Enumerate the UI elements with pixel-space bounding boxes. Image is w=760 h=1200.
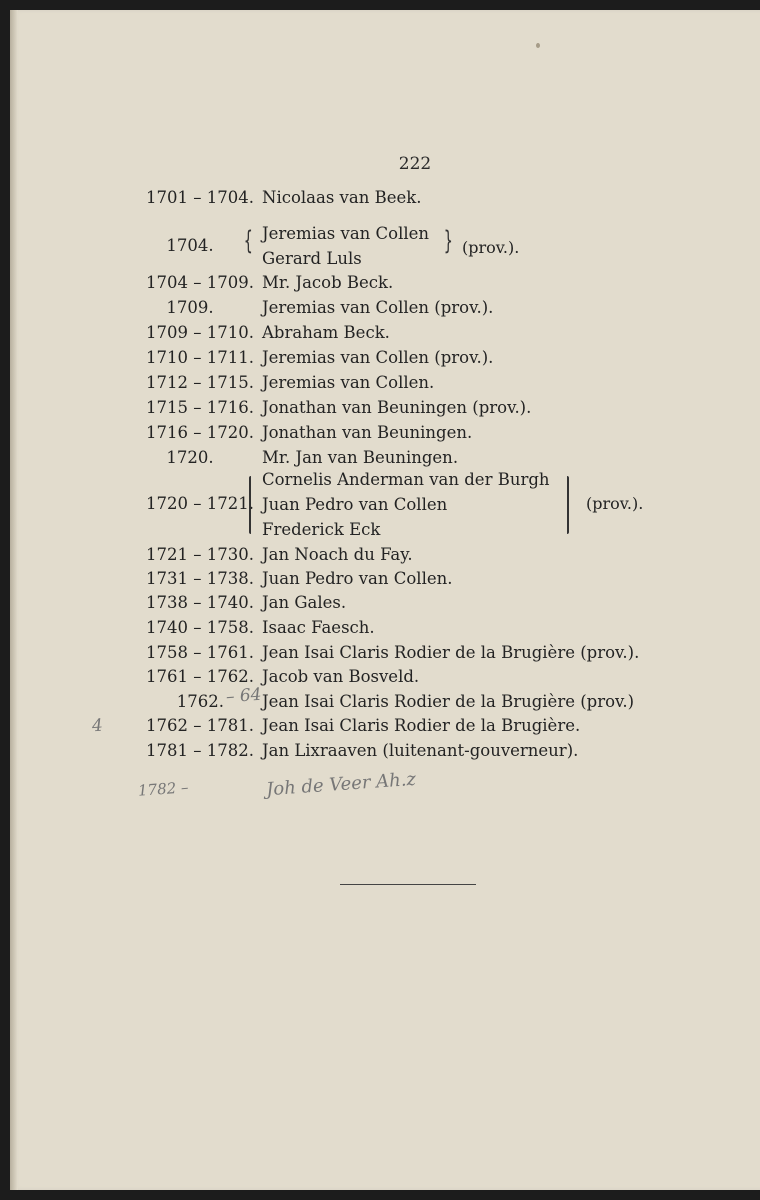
list-item-name: Jacob van Bosveld.: [262, 667, 420, 686]
list-item-name: Jeremias van Collen: [262, 224, 430, 243]
list-item-years: 1740 – 1758.: [146, 618, 254, 637]
list-item-years: 1709.: [166, 298, 214, 317]
list-item-years: 1704 – 1709.: [146, 273, 254, 292]
handwritten-annotation: 1782 –: [137, 778, 190, 800]
list-item-years: 1761 – 1762.: [146, 667, 254, 686]
list-item-years: 1709 – 1710.: [146, 323, 254, 342]
list-item-name: Mr. Jacob Beck.: [262, 273, 394, 292]
page-number: 222: [398, 154, 432, 174]
list-item-name: Cornelis Anderman van der Burgh: [262, 470, 550, 489]
list-item-name: Jonathan van Beuningen.: [262, 423, 473, 442]
list-item-years: 1731 – 1738.: [146, 569, 254, 588]
list-item-name: Jonathan van Beuningen (prov.).: [262, 398, 532, 417]
list-item-name: Frederick Eck: [262, 520, 381, 539]
list-item-years: 1704.: [166, 236, 214, 255]
handwritten-annotation: Joh de Veer Ah.z: [265, 768, 417, 801]
list-item-years: 1721 – 1730.: [146, 545, 254, 564]
right-brace-icon: [565, 476, 569, 534]
list-item-name: Jan Gales.: [262, 593, 347, 612]
list-item-name: Nicolaas van Beek.: [262, 188, 422, 207]
list-item-years: 1716 – 1720.: [146, 423, 254, 442]
left-brace-icon: [249, 476, 253, 534]
list-item-name: Jean Isai Claris Rodier de la Brugière.: [262, 716, 581, 735]
document-page: [10, 10, 760, 1190]
list-item-years: 1701 – 1704.: [146, 188, 254, 207]
list-item-name: Jan Noach du Fay.: [262, 545, 413, 564]
list-item-name: Jeremias van Collen (prov.).: [262, 298, 494, 317]
list-item-name: Jan Lixraaven (luitenant-gouverneur).: [262, 741, 579, 760]
handwritten-annotation: – 64: [225, 684, 263, 708]
provisional-note: (prov.).: [586, 494, 644, 513]
list-item-name: Jeremias van Collen.: [262, 373, 435, 392]
governor-list: [10, 10, 760, 1010]
list-item-name: Abraham Beck.: [262, 323, 390, 342]
list-item-name: Jean Isai Claris Rodier de la Brugière (prov.): [262, 692, 635, 711]
list-item-years: 1710 – 1711.: [146, 348, 254, 367]
list-item-years: 1712 – 1715.: [146, 373, 254, 392]
provisional-note: (prov.).: [462, 238, 520, 257]
list-item-years: 1720 – 1721.: [146, 494, 254, 513]
list-item-years: 1762.: [176, 692, 224, 711]
handwritten-annotation: 4: [91, 715, 104, 737]
list-item-years: 1781 – 1782.: [146, 741, 254, 760]
closing-rule: [340, 884, 476, 885]
list-item-name: Juan Pedro van Collen.: [262, 569, 453, 588]
list-item-name: Gerard Luls: [262, 249, 362, 268]
list-item-years: 1758 – 1761.: [146, 643, 254, 662]
list-item-name: Jean Isai Claris Rodier de la Brugière (prov.).: [262, 643, 640, 662]
list-item-name: Jeremias van Collen (prov.).: [262, 348, 494, 367]
list-item-name: Juan Pedro van Collen: [262, 495, 448, 514]
right-brace-icon: }: [443, 226, 453, 256]
list-item-years: 1738 – 1740.: [146, 593, 254, 612]
list-item-name: Isaac Faesch.: [262, 618, 375, 637]
left-brace-icon: {: [243, 226, 253, 256]
list-item-years: 1762 – 1781.: [146, 716, 254, 735]
list-item-years: 1715 – 1716.: [146, 398, 254, 417]
list-item-name: Mr. Jan van Beuningen.: [262, 448, 459, 467]
list-item-years: 1720.: [166, 448, 214, 467]
